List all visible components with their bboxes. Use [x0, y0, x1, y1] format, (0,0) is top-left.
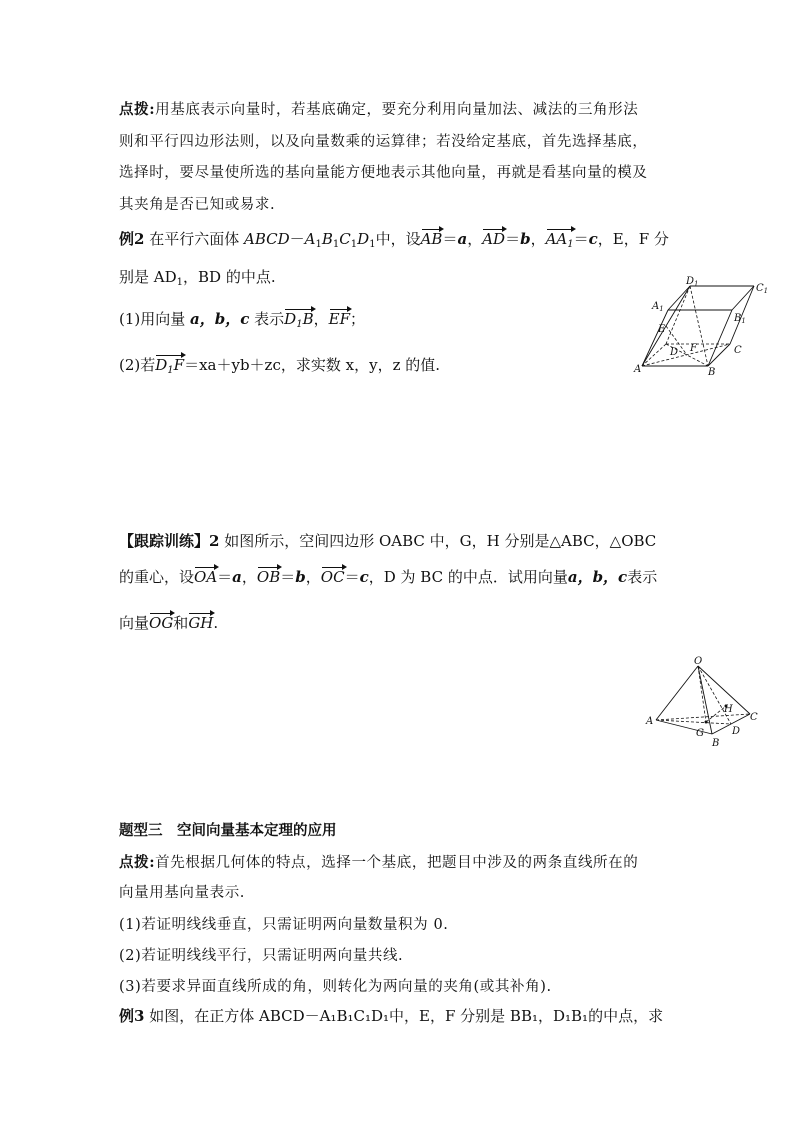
tetrahedron-figure — [642, 654, 768, 750]
tracking-training-line-3 — [119, 612, 218, 633]
tip-label: 点拨: — [119, 854, 156, 871]
label-e: E — [658, 324, 666, 335]
text: ，BD 的中点. — [183, 268, 276, 286]
example-3-line — [119, 1005, 663, 1026]
tracking-training-line-1 — [119, 530, 656, 551]
text: ； — [349, 310, 365, 328]
math: b — [295, 568, 306, 586]
math: ＝ — [217, 568, 233, 586]
label-g: G — [696, 728, 704, 739]
text: ， — [305, 568, 321, 586]
math: B — [302, 310, 314, 328]
vector-gh: GH — [188, 614, 214, 632]
label-d: D — [670, 347, 679, 358]
math: a，b，c — [190, 310, 250, 328]
text: 如图所示，空间四边形 OABC 中，G，H 分别是△ABC，△OBC — [224, 532, 657, 550]
tip-text: 用基底表示向量时，若基底确定，要充分利用向量加法、减法的三角形法 — [155, 102, 639, 118]
text: ， — [530, 230, 546, 248]
text: ， — [241, 568, 257, 586]
section-item-1: (1)若证明线线垂直，只需证明两向量数量积为 0. — [119, 917, 449, 933]
label-f: F — [690, 343, 697, 354]
math: ABCD — [244, 230, 290, 248]
math: AA — [545, 230, 568, 248]
label-h: H — [724, 704, 733, 715]
tip-paragraph-line-4: 其夹角是否已知或易求. — [119, 197, 276, 213]
math: b — [520, 230, 531, 248]
example-2-line-2 — [119, 266, 276, 288]
tip-paragraph-line-2: 则和平行四边形法则，以及向量数乘的运算律；若没给定基底，首先选择基底， — [119, 134, 648, 150]
math: D — [357, 230, 370, 248]
label-c: C — [750, 712, 758, 723]
math: ＝ — [344, 568, 360, 586]
vector-ab: AB — [420, 230, 443, 248]
math: ＝ — [280, 568, 296, 586]
math: B — [321, 230, 333, 248]
text: 中，设 — [375, 230, 421, 248]
vector-oa: OA — [194, 568, 218, 586]
math: D — [155, 356, 168, 374]
text: ， — [313, 310, 329, 328]
tracking-training-line-2 — [119, 566, 657, 587]
text: 如图，在正方体 ABCD－A₁B₁C₁D₁中，E，F 分别是 BB₁，D₁B₁的中点，求 — [149, 1007, 664, 1025]
label-b: B — [712, 738, 720, 749]
math: a，b，c — [567, 568, 628, 586]
math: － — [289, 230, 305, 248]
tip-label: 点拨: — [119, 101, 156, 118]
text: 表示 — [627, 568, 658, 586]
subscript: 1 — [315, 239, 322, 250]
label-a: A — [634, 364, 642, 375]
label-c1: $C_1$ — [756, 283, 769, 295]
section-item-2: (2)若证明线线平行，只需证明两向量共线. — [119, 948, 404, 964]
math: ＝ — [505, 230, 521, 248]
math: A — [304, 230, 316, 248]
text: 的重心，设 — [119, 568, 195, 586]
section-title: 题型三 空间向量基本定理的应用 — [119, 822, 337, 839]
text: ＝xa＋yb＋zc，求实数 x，y，z 的值. — [184, 356, 441, 374]
math: ＝ — [573, 230, 589, 248]
example-2-question-1 — [119, 308, 365, 330]
example-2-question-2 — [119, 354, 440, 376]
subscript: 1 — [332, 239, 340, 250]
label-a1: $A_1$ — [652, 301, 664, 313]
section-tip-line-1 — [119, 851, 638, 872]
math: a — [457, 230, 468, 248]
math: D — [284, 310, 297, 328]
math: c — [588, 230, 598, 248]
vector-d1f — [155, 354, 184, 376]
vector-oc: OC — [320, 568, 345, 586]
vector-d1b — [284, 308, 313, 330]
text: 表示 — [254, 310, 285, 328]
vector-aa1 — [546, 228, 574, 250]
label-c: C — [734, 345, 742, 356]
text: 首先根据几何体的特点，选择一个基底，把题目中涉及的两条直线所在的 — [155, 855, 639, 871]
example-label: 例3 — [119, 1007, 145, 1025]
text: (2)若 — [119, 356, 156, 374]
vector-ob: OB — [256, 568, 281, 586]
tip-paragraph-line-1 — [119, 98, 638, 119]
label-b: B — [708, 367, 716, 376]
text: (1)用向量 — [119, 310, 186, 328]
tip-paragraph-line-3: 选择时，要尽量使所选的基向量能方便地表示其他向量，再就是看基向量的模及 — [119, 165, 648, 181]
parallelepiped-figure — [632, 276, 772, 376]
text: ，E，F 分 — [597, 230, 669, 248]
example-label: 例2 — [119, 230, 145, 248]
math: F — [173, 356, 185, 374]
text: ，D 为 BC 的中点．试用向量 — [368, 568, 568, 586]
vector-ad: AD — [482, 230, 506, 248]
text: ， — [467, 230, 483, 248]
subscript: 1 — [350, 239, 358, 250]
vector-ef: EF — [328, 310, 350, 328]
text: 别是 AD — [119, 268, 177, 286]
tracking-label: 【跟踪训练】2 — [119, 532, 220, 550]
label-d: D — [732, 726, 741, 737]
subscript: 1 — [176, 277, 184, 288]
subscript: 1 — [296, 319, 303, 330]
label-o: O — [694, 656, 703, 667]
subscript: 1 — [369, 239, 376, 250]
text: . — [213, 614, 219, 632]
vector-og: OG — [149, 614, 174, 632]
math: C — [339, 230, 351, 248]
math: c — [359, 568, 369, 586]
subscript: 1 — [567, 239, 574, 250]
text: 和 — [173, 614, 189, 632]
math: ＝ — [442, 230, 458, 248]
math: a — [232, 568, 242, 586]
example-2-line-1 — [119, 228, 669, 250]
text: 在平行六面体 — [149, 230, 240, 248]
label-a: A — [646, 716, 654, 727]
label-d1: $D_1$ — [686, 276, 699, 288]
text: 向量 — [119, 614, 150, 632]
subscript: 1 — [167, 365, 174, 376]
section-item-3: (3)若要求异面直线所成的角，则转化为两向量的夹角(或其补角). — [119, 979, 552, 995]
section-tip-line-2: 向量用基向量表示. — [119, 885, 246, 901]
label-b1: $B_1$ — [734, 313, 746, 325]
